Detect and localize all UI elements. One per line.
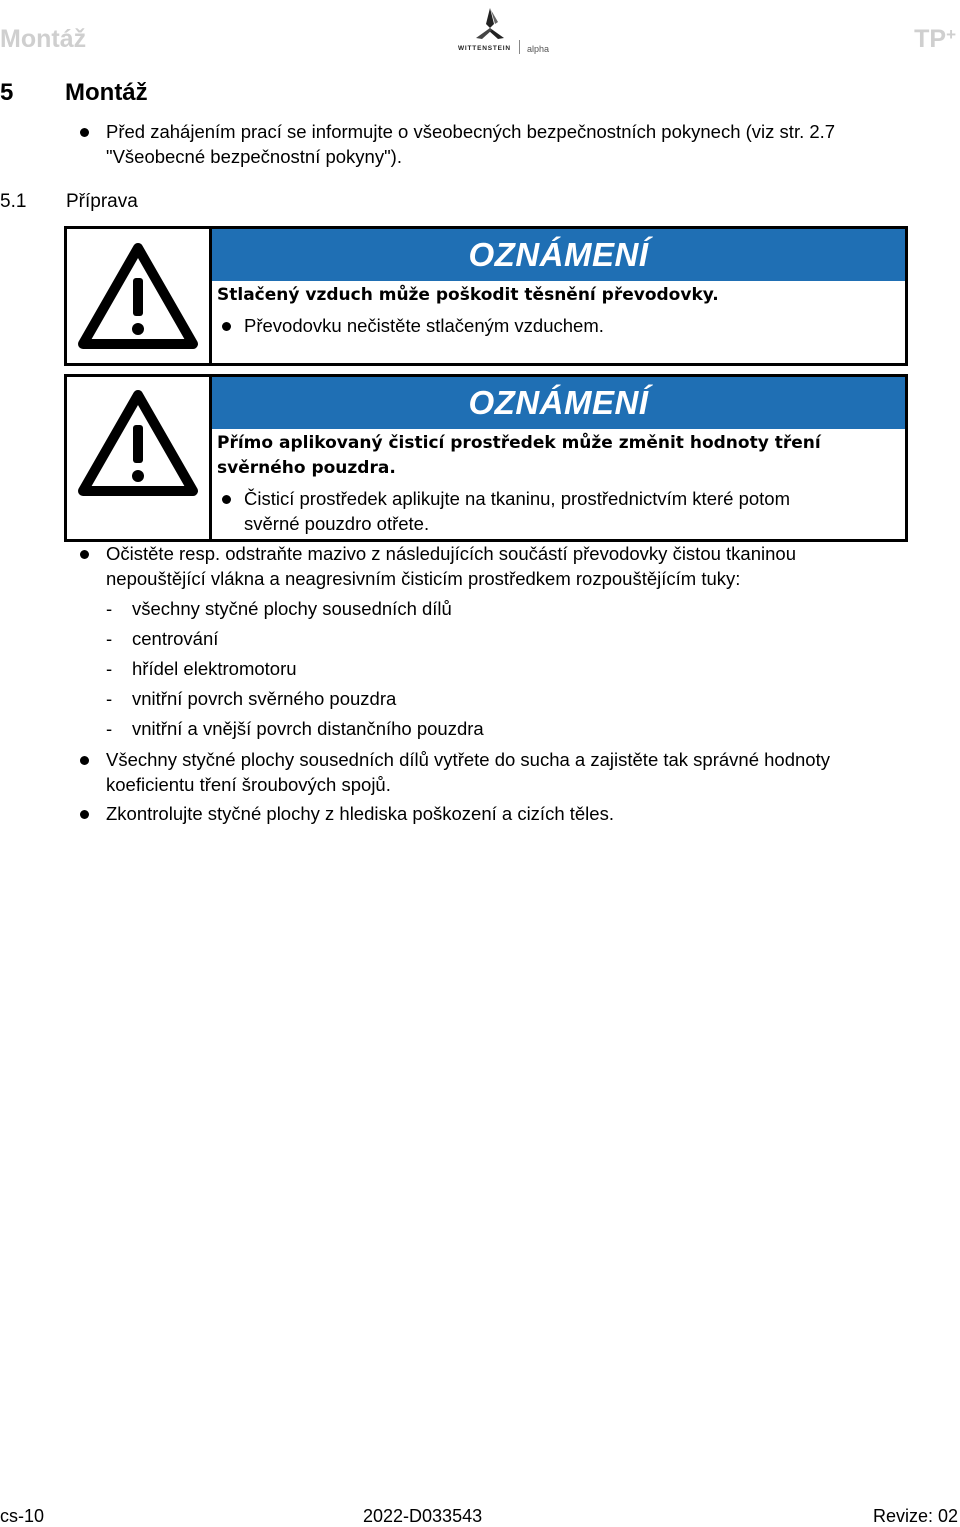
- dry-step-line1: Všechny styčné plochy sousedních dílů vytřete do sucha a zajistěte tak správné hodnoty: [106, 749, 830, 770]
- notice-heading-line1: Přímo aplikovaný čisticí prostředek může změnit hodnoty tření: [217, 433, 821, 453]
- subsection-number: 5.1: [0, 191, 27, 212]
- notice-body: [217, 431, 897, 536]
- notice-icon-cell: [67, 229, 212, 363]
- notice-item-text: Převodovku nečistěte stlačeným vzduchem.: [244, 315, 604, 336]
- warning-triangle-icon: [75, 240, 201, 352]
- header-product: [914, 24, 956, 54]
- logo-mark-icon: [460, 4, 520, 44]
- part-list-item: vnitřní povrch svěrného pouzdra: [132, 688, 397, 709]
- dash-marker: -: [106, 628, 113, 649]
- dash-marker: -: [106, 688, 113, 709]
- logo-separator: [519, 40, 520, 54]
- wittenstein-logo: [456, 4, 556, 56]
- clean-step-line1: Očistěte resp. odstraňte mazivo z následujících součástí převodovky čistou tkaninou: [106, 543, 796, 564]
- notice-item: [217, 313, 897, 338]
- dash-marker: -: [106, 598, 113, 619]
- logo-brand-text: WITTENSTEIN: [458, 45, 511, 52]
- part-list-item: vnitřní a vnější povrch distančního pouzdra: [132, 718, 484, 739]
- clean-step-line2: nepouštějící vlákna a neagresivním čisticím prostředkem rozpouštějícím tuky:: [106, 568, 741, 589]
- dash-marker: -: [106, 718, 113, 739]
- notice-banner: [212, 229, 905, 281]
- section-number: 5: [0, 79, 14, 106]
- bullet-icon: [80, 128, 89, 137]
- part-list-item: hřídel elektromotoru: [132, 658, 297, 679]
- notice-box-compressed-air: [64, 226, 908, 366]
- part-list-item: všechny styčné plochy sousedních dílů: [132, 598, 452, 619]
- bullet-icon: [222, 322, 231, 331]
- notice-banner: [212, 377, 905, 429]
- section-title: Montáž: [65, 79, 148, 106]
- notice-heading-line2: svěrného pouzdra.: [217, 458, 396, 478]
- warning-triangle-icon: [75, 387, 201, 499]
- notice-box-cleaning-agent: [64, 374, 908, 542]
- bullet-icon: [80, 550, 89, 559]
- product-superscript: +: [946, 25, 956, 44]
- intro-text-line2: "Všeobecné bezpečnostní pokyny").: [106, 146, 402, 167]
- part-list-item: centrování: [132, 628, 219, 649]
- check-step: Zkontrolujte styčné plochy z hlediska poškození a cizích těles.: [106, 803, 614, 824]
- logo-sub-text: alpha: [527, 44, 550, 54]
- bullet-icon: [80, 756, 89, 765]
- dash-marker: -: [106, 658, 113, 679]
- notice-item: [217, 486, 897, 536]
- notice-item-text-line2: svěrné pouzdro otřete.: [244, 513, 430, 534]
- intro-text-line1: Před zahájením prací se informujte o všeobecných bezpečnostních pokynech (viz str. 2.7: [106, 121, 836, 142]
- footer-page-number: cs-10: [0, 1506, 45, 1526]
- notice-heading: Stlačený vzduch může poškodit těsnění převodovky.: [217, 285, 719, 305]
- header-section-title: Montáž: [0, 25, 87, 53]
- notice-banner-text: OZNÁMENÍ: [468, 384, 649, 421]
- subsection-title: Příprava: [66, 191, 138, 212]
- bullet-icon: [222, 495, 231, 504]
- footer-document-id: 2022-D033543: [363, 1506, 483, 1526]
- notice-body: [217, 283, 897, 338]
- notice-banner-text: OZNÁMENÍ: [468, 236, 649, 273]
- product-name: TP: [914, 25, 947, 53]
- notice-icon-cell: [67, 377, 212, 539]
- dry-step-line2: koeficientu tření šroubových spojů.: [106, 774, 391, 795]
- footer-revision: Revize: 02: [872, 1506, 958, 1526]
- bullet-icon: [80, 810, 89, 819]
- notice-item-text-line1: Čisticí prostředek aplikujte na tkaninu, prostřednictvím které potom: [244, 488, 790, 509]
